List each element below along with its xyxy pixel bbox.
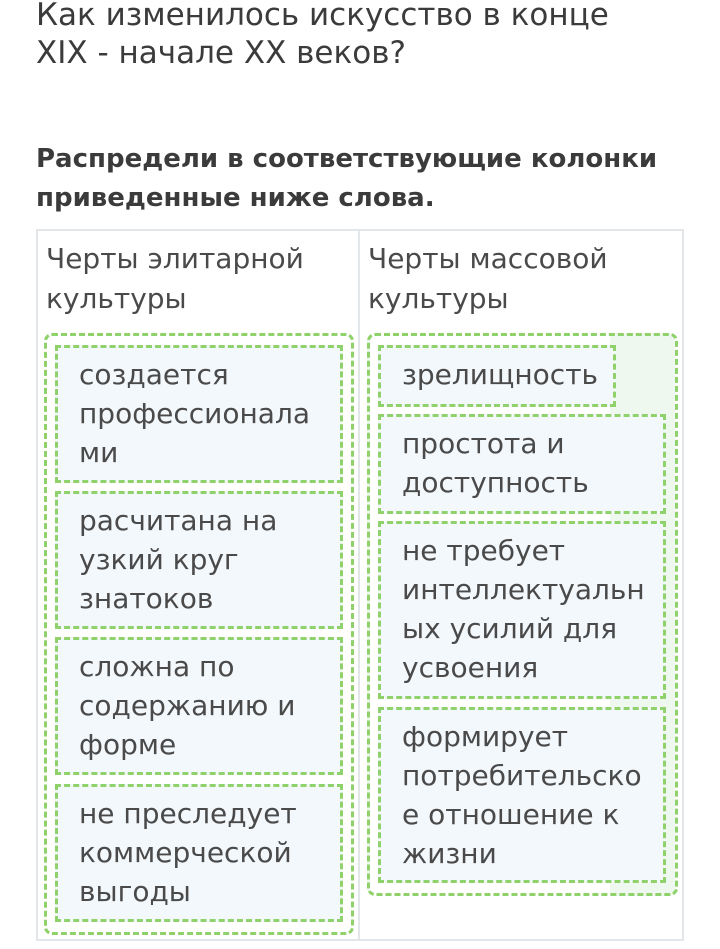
- card-label: простота и доступность: [402, 427, 589, 499]
- drag-card[interactable]: [55, 345, 343, 483]
- drag-card[interactable]: [378, 521, 666, 699]
- card-label: не требует интеллектуальн ых усилий для усвоения: [402, 534, 645, 684]
- sorting-table: [36, 229, 684, 941]
- card-label: зрелищность: [402, 358, 598, 391]
- column-elite-culture: [38, 231, 360, 939]
- dropzone-elite[interactable]: [44, 333, 354, 935]
- drag-card[interactable]: [55, 491, 343, 629]
- drag-card[interactable]: [55, 784, 343, 922]
- drag-card[interactable]: [378, 345, 616, 407]
- dropzone-mass[interactable]: [367, 333, 678, 896]
- question-title: Как изменилось искусство в конце XIX - начале XX веков?: [36, 0, 609, 71]
- column-mass-culture: [360, 231, 682, 939]
- card-label: не преследует коммерческой выгоды: [79, 797, 297, 908]
- card-label: формирует потребительско е отношение к жизни: [402, 720, 642, 870]
- card-label: создается профессионала ми: [79, 358, 311, 469]
- card-label: расчитана на узкий круг знатоков: [79, 504, 278, 615]
- task-instruction: Распредели в соответствующие колонки приведенные ниже слова.: [36, 144, 658, 213]
- drag-card[interactable]: [55, 637, 343, 775]
- drag-card[interactable]: [378, 707, 666, 883]
- card-label: сложна по содержанию и форме: [79, 650, 296, 761]
- drag-card[interactable]: [378, 414, 666, 514]
- column-header-elite: Черты элитарной культуры: [46, 242, 304, 315]
- column-header-mass: Черты массовой культуры: [368, 242, 608, 315]
